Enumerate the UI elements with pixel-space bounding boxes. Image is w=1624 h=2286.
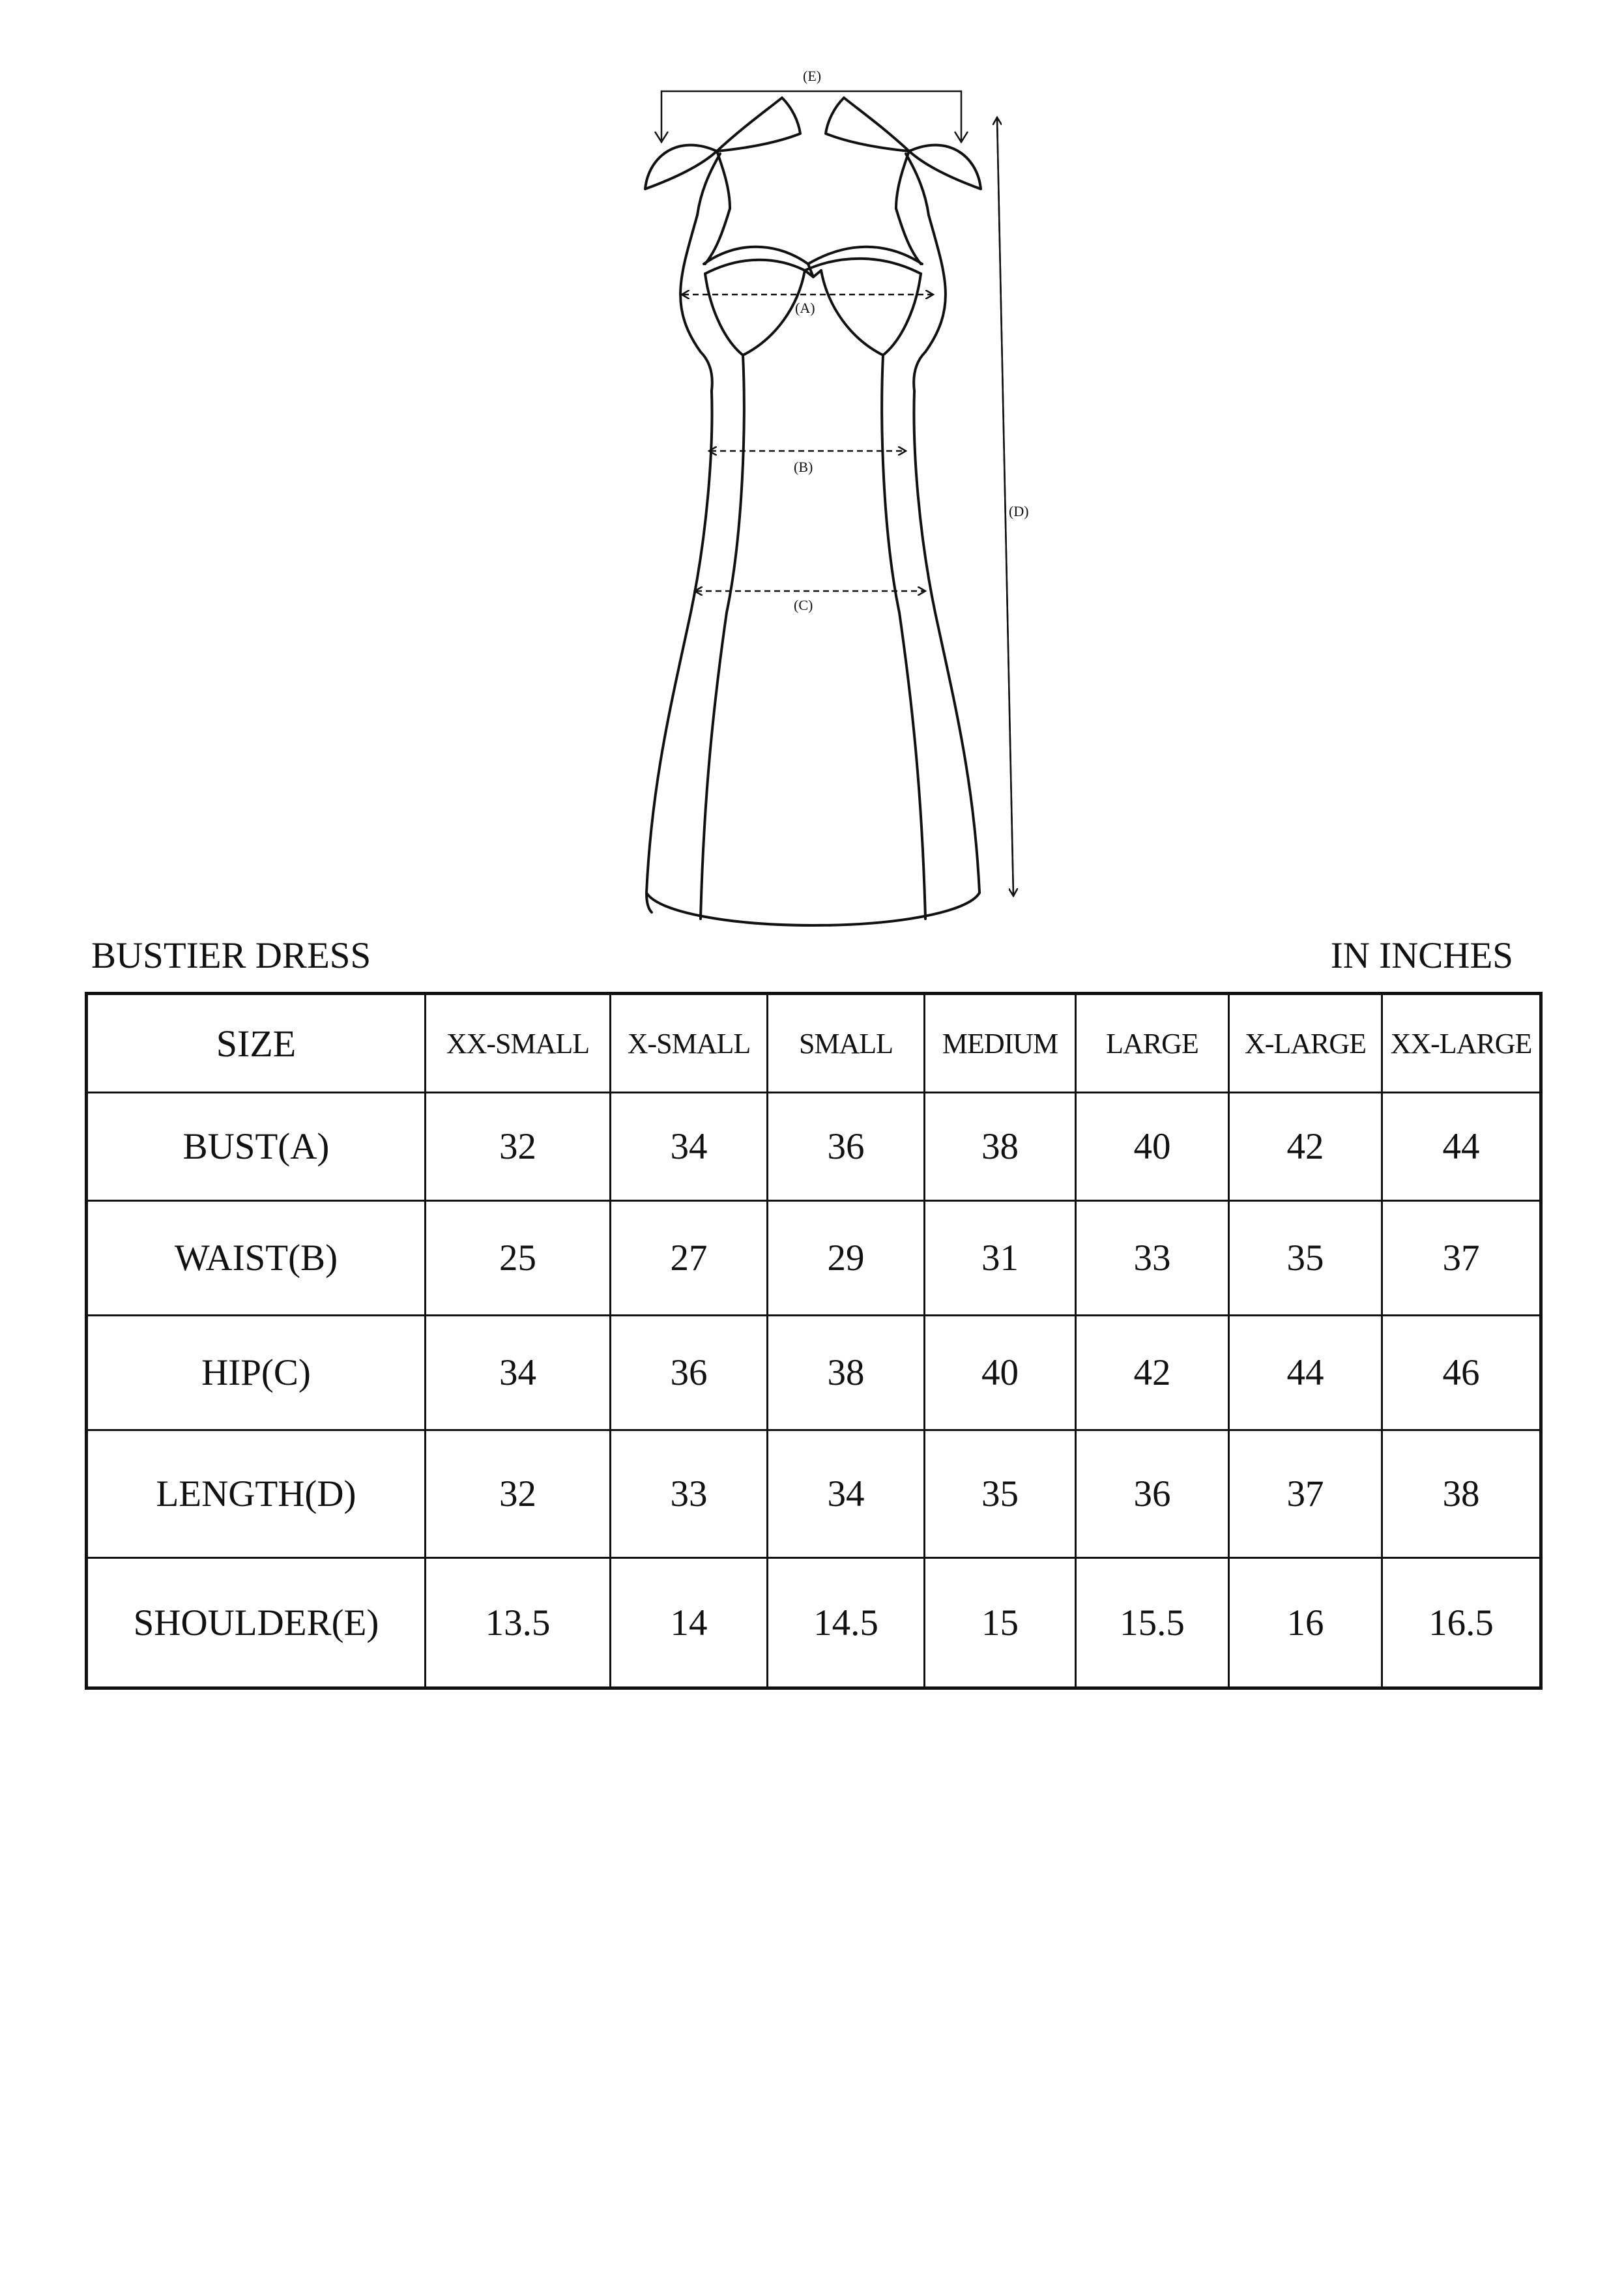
size-x-large: X-LARGE <box>1229 994 1382 1093</box>
table-cell: 35 <box>925 1430 1076 1558</box>
row-label-hip: HIP(C) <box>87 1316 426 1430</box>
table-cell: 35 <box>1229 1201 1382 1316</box>
dress-outline <box>645 98 981 925</box>
waist-label: (B) <box>794 459 813 475</box>
row-label-bust: BUST(A) <box>87 1093 426 1201</box>
table-header-row <box>87 994 1541 1093</box>
table-row <box>87 1316 1541 1430</box>
table-cell: 14.5 <box>768 1558 925 1688</box>
table-cell: 31 <box>925 1201 1076 1316</box>
table-cell: 34 <box>768 1430 925 1558</box>
size-small: SMALL <box>768 994 925 1093</box>
row-label-shoulder: SHOULDER(E) <box>87 1558 426 1688</box>
table-cell: 15.5 <box>1076 1558 1229 1688</box>
table-cell: 42 <box>1229 1093 1382 1201</box>
table-cell: 27 <box>611 1201 768 1316</box>
size-xx-large: XX-LARGE <box>1382 994 1541 1093</box>
size-x-small: X-SMALL <box>611 994 768 1093</box>
table-row <box>87 1430 1541 1558</box>
row-label-waist: WAIST(B) <box>87 1201 426 1316</box>
table-row <box>87 1201 1541 1316</box>
table-cell: 44 <box>1229 1316 1382 1430</box>
units-label: IN INCHES <box>1330 935 1513 976</box>
table-cell: 16.5 <box>1382 1558 1541 1688</box>
hip-label: (C) <box>794 597 813 613</box>
size-medium: MEDIUM <box>925 994 1076 1093</box>
table-cell: 34 <box>426 1316 611 1430</box>
table-cell: 33 <box>611 1430 768 1558</box>
size-header: SIZE <box>87 994 426 1093</box>
size-xx-small: XX-SMALL <box>426 994 611 1093</box>
size-chart-table <box>85 992 1543 1690</box>
dress-flat-sketch <box>0 0 1624 938</box>
table-cell: 37 <box>1382 1201 1541 1316</box>
size-large: LARGE <box>1076 994 1229 1093</box>
table-cell: 46 <box>1382 1316 1541 1430</box>
length-label: (D) <box>1009 503 1029 519</box>
table-cell: 38 <box>925 1093 1076 1201</box>
table-cell: 40 <box>1076 1093 1229 1201</box>
table-cell: 40 <box>925 1316 1076 1430</box>
table-cell: 36 <box>611 1316 768 1430</box>
table-cell: 15 <box>925 1558 1076 1688</box>
table-cell: 32 <box>426 1093 611 1201</box>
chart-title: BUSTIER DRESS <box>91 935 371 976</box>
table-cell: 36 <box>1076 1430 1229 1558</box>
table-cell: 44 <box>1382 1093 1541 1201</box>
table-row <box>87 1558 1541 1688</box>
table-cell: 25 <box>426 1201 611 1316</box>
table-cell: 14 <box>611 1558 768 1688</box>
table-cell: 38 <box>1382 1430 1541 1558</box>
hem <box>646 893 979 925</box>
table-cell: 33 <box>1076 1201 1229 1316</box>
table-cell: 29 <box>768 1201 925 1316</box>
table-cell: 42 <box>1076 1316 1229 1430</box>
table-cell: 16 <box>1229 1558 1382 1688</box>
table-cell: 37 <box>1229 1430 1382 1558</box>
shoulder-guide <box>661 91 961 140</box>
table-row <box>87 1093 1541 1201</box>
bust-label: (A) <box>795 300 815 316</box>
table-cell: 34 <box>611 1093 768 1201</box>
table-cell: 13.5 <box>426 1558 611 1688</box>
table-cell: 38 <box>768 1316 925 1430</box>
shoulder-label: (E) <box>803 68 822 84</box>
table-cell: 32 <box>426 1430 611 1558</box>
table-cell: 36 <box>768 1093 925 1201</box>
row-label-length: LENGTH(D) <box>87 1430 426 1558</box>
